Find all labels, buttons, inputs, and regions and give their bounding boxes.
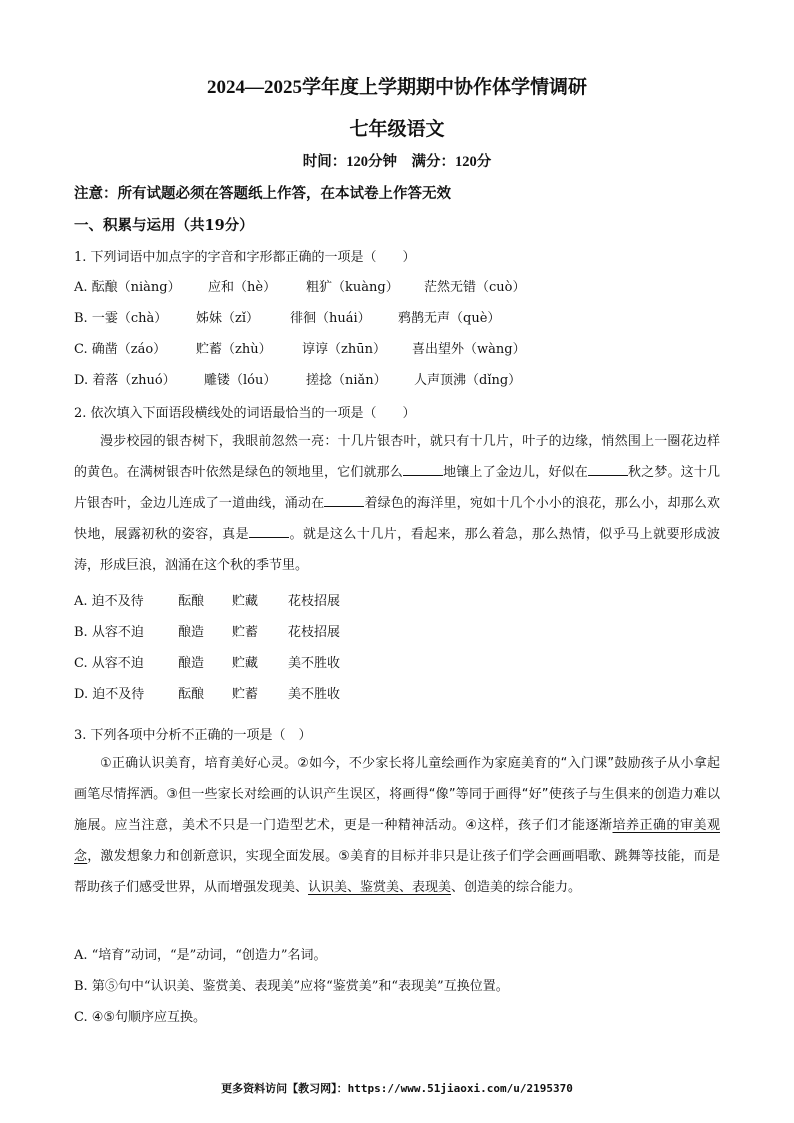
footer-link[interactable]: 更多资料访问【教习网】：https://www.51jiaoxi.com/u/2195370 xyxy=(221,1082,573,1095)
q2-passage: 漫步校园的银杏树下，我眼前忽然一亮：十几片银杏叶，就只有十几片，叶子的边缘，悄然围上一圈花边样的黄色。在满树银杏叶依然是绿色的领地里，它们就那么 地镶上了金边儿，好似在 秋之梦。这十几片银杏叶，金边儿连成了一道曲线，涌动在 着绿色的海洋里，宛如十几个小小的浪花，那么小，却那么欢快地，展露初秋的姿容，真是 。就是这么十几片，看起来，那么着急，那么热情，似乎马上就要形成波涛，形成巨浪，汹涌在这个秋的季节里。 xyxy=(74,434,720,573)
blank-4 xyxy=(249,525,289,538)
q3-option-b: B. 第⑤句中“认识美、鉴赏美、表现美”应将“鉴赏美”和“表现美”互换位置。 xyxy=(74,979,509,994)
notice: 注意：所有试题必须在答题纸上作答，在本试卷上作答无效 xyxy=(74,185,451,202)
time-score: 时间：120分钟 满分：120分 xyxy=(302,154,492,170)
blank-2 xyxy=(588,463,628,476)
q1-stem: 1. 下列词语中加点字的字音和字形都正确的一项是（ ） xyxy=(74,250,416,265)
q3-passage: ①正确认识美育，培育美好心灵。②如今，不少家长将儿童绘画作为家庭美育的“入门课”鼓励孩子从小拿起画笔尽情挥洒。③但一些家长对绘画的认识产生误区，将画得“像”等同于画得“好”使孩子与生俱来的创造力难以施展。应当注意，美术不只是一门造型艺术，更是一种精神活动。④这样，孩子们才能逐渐培养正确的审美观念，激发想象力和创新意识，实现全面发展。⑤美育的目标并非只是让孩子们学会画画唱歌、跳舞等技能，而是帮助孩子们感受世界，从而增强发现美、认识美、鉴赏美、表现美、创造美的综合能力。 xyxy=(74,756,720,895)
q3-stem: 3. 下列各项中分析不正确的一项是（ ） xyxy=(74,728,312,743)
section-heading: 一、积累与运用（共19分） xyxy=(74,217,254,234)
exam-page: 2024—2025学年度上学期期中协作体学情调研 七年级语文 时间：120分钟 满分：120分 注意：所有试题必须在答题纸上作答，在本试卷上作答无效 一、积累与运用（共19分） 1. 下列词语中加点字的字音和字形都正确的一项是（ ） A. 酝酿（niàng） 应和（hè） 粗犷（kuàng） 茫然无错（cuò） B. 一霎（chà） 姊妹（zǐ） 徘徊（huái） 鸦鹊无声（què） C. 确凿（záo） 贮蓄（zhù） 谆谆（zhūn） 喜出望外（wàng） D. 着落（zhuó） 雕镂（lóu） 搓捻（niǎn） 人声顶沸（dǐng） 2. 依次填入下面语段横线处的词语最恰当的一项是（ ） 漫步校园的银杏树下，我眼前忽然一亮：十几片银杏叶，就只有十几片，叶子的边缘，悄然围上一圈花边样的黄色。在满树银杏叶依然是绿色的领地里，它们就那么 地镶上了金边儿，好似在 秋之梦。这十几片银杏叶，金边儿连成了一道曲线，涌动在 着绿色的海洋里，宛如十几个小小的浪花，那么小，却那么欢快地，展露初秋的姿容，真是 。就是这么十几片，看起来，那么着急，那么热情，似乎马上就要形成波涛，形成巨浪，汹涌在这个秋的季节里。 A. 迫不及待 酝酿 贮藏 花枝招展 B. 从容不迫 酿造 贮蓄 花枝招展 C. 从容不迫 酿造 贮藏 美不胜收 D. 迫不及待 酝酿 贮蓄 美不胜收 3. 下列各项中分析不正确的一项是（ ） ①正确认识美育，培育美好心灵。②如今，不少家长将儿童绘画作为家庭美育的“入门课”鼓励孩子从小拿起画笔尽情挥洒。③但一些家长对绘画的认识产生误区，将画得“像”等同于画得“好”使孩子与生俱来的创造力难以施展。应当注意，美术不只是一门造型艺术，更是一种精神活动。④这样，孩子们才能逐渐培养正确的审美观念，激发想象力和创新意识，实现全面发展。⑤美育的目标并非只是让孩子们学会画画唱歌、跳舞等技能，而是帮助孩子们感受世界，从而增强发现美、认识美、鉴赏美、表现美、创造美的综合能力。 A. “培育”动词，“是”动词，“创造力”名词。 B. 第⑤句中“认识美、鉴赏美、表现美”应将“鉴赏美”和“表现美”互换位置。 C. ④⑤句顺序应互换。 更多资料访问【教习网】：https://www.51jiaoxi.com/u/2195370 xyxy=(0,0,794,1123)
q2-stem: 2. 依次填入下面语段横线处的词语最恰当的一项是（ ） xyxy=(74,406,416,421)
underlined-phrase-2: 认识美、鉴赏美、表现美 xyxy=(308,880,452,895)
exam-title: 2024—2025学年度上学期期中协作体学情调研 xyxy=(206,77,587,98)
blank-1 xyxy=(403,463,443,476)
q3-option-c: C. ④⑤句顺序应互换。 xyxy=(74,1010,207,1025)
underlined-phrase-1: 培养正确的审美观念 xyxy=(74,818,720,864)
subject-title: 七年级语文 xyxy=(349,119,445,140)
blank-3 xyxy=(324,494,364,507)
q3-option-a: A. “培育”动词，“是”动词，“创造力”名词。 xyxy=(74,948,327,963)
